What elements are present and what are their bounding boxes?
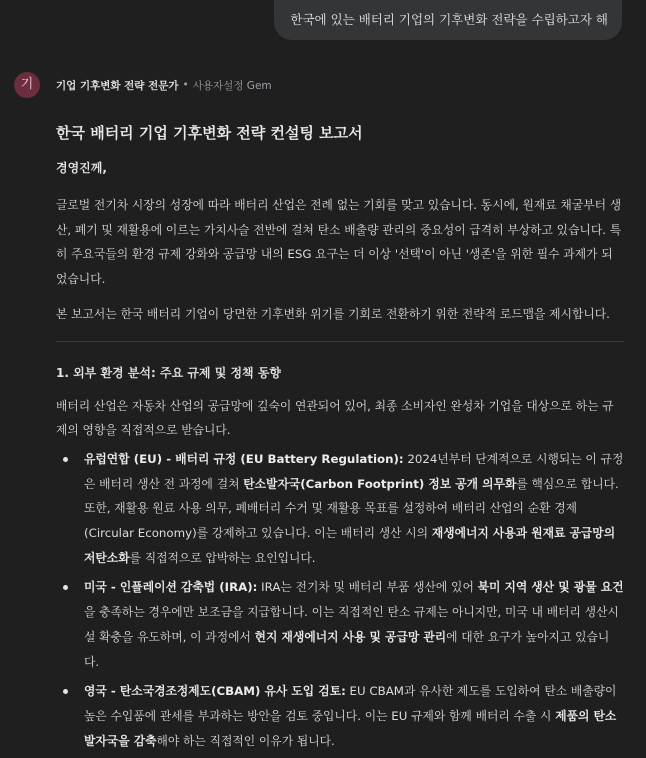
bullet-text: 2024년부터 단계적으로 시행되는 이 규정은 배터리 생산 전 과정에 걸쳐 [84, 451, 624, 491]
bullet-text: 해야 하는 직접적인 이유가 됩니다. [156, 733, 335, 748]
bullet-bold-label: 미국 - 인플레이션 감축법 (IRA): [84, 580, 258, 595]
gem-avatar-letter: 기 [20, 77, 34, 92]
bullet-text: 를 핵심으로 합니다. 또한, 재활용 원료 사용 의무, 폐배터리 수거 및 재활용 목표를 설정하여 배터리 산업의 순환 경제(Circular Economy)를 강제하고 있습니다. 이는 배터리 생산 시의 [84, 476, 619, 541]
bullet-text: IRA는 전기차 및 배터리 부품 생산에 있어 [257, 580, 478, 595]
gem-avatar[interactable] [14, 72, 40, 98]
response-content [56, 118, 624, 758]
bullet-bold-text: 제품의 탄소발자국을 감축 [84, 708, 617, 748]
user-message-text: 한국에 있는 배터리 기업의 기후변화 전략을 수립하고자 해 [290, 12, 608, 27]
list-item-us-ira [56, 575, 624, 674]
list-item-eu-battery-regulation [56, 447, 624, 571]
report-salutation: 경영진께, [56, 161, 107, 175]
bullet-text: 를 직접적으로 압박하는 요인입니다. [129, 550, 316, 565]
bullet-bold-text: 현지 재생에너지 사용 및 공급망 관리 [254, 629, 447, 644]
bullet-text: EU CBAM과 유사한 제도를 도입하여 탄소 배출량이 높은 수입품에 관세를 부과하는 방안을 검토 중입니다. 이는 EU 규제와 함께 배터리 수출 시 [84, 684, 617, 723]
section-divider [56, 341, 624, 342]
bullet-bold-label: 유럽연합 (EU) - 배터리 규정 (EU Battery Regulation): [84, 451, 404, 466]
bullet-text: 을 충족하는 경우에만 보조금을 지급합니다. 이는 직접적인 탄소 규제는 아니지만, 미국 내 배터리 생산시설 확충을 유도하며, 이 과정에서 [84, 605, 619, 644]
section-1-heading: 1. 외부 환경 분석: 주요 규제 및 정책 동향 [56, 365, 282, 380]
gem-name: 기업 기후변화 전략 전문가 [56, 79, 179, 92]
gem-separator: • [182, 79, 189, 91]
bullet-bold-text: 탄소발자국(Carbon Footprint) 정보 공개 의무화 [243, 476, 517, 491]
gem-type-label: 사용자설정 Gem [192, 79, 272, 92]
intro-paragraph: 글로벌 전기차 시장의 성장에 따라 배터리 산업은 전례 없는 기회를 맞고 있습니다. 동시에, 원재료 채굴부터 생산, 폐기 및 재활용에 이르는 가치사슬 전반에 걸쳐 탄소 배출량 관리의 중요성이 급격히 부상하고 있습니다. 특히 주요국들의 환경 규제 강화와 공급망 내의 ESG 요구는 더 이상 '선택'이 아닌 '생존'을 위한 필수 과제가 되었습니다. [56, 198, 622, 287]
bullet-bold-text: 재생에너지 사용과 원재료 공급망의 저탄소화 [84, 526, 616, 565]
gem-header [14, 72, 272, 98]
bullet-bold-label: 영국 - 탄소국경조정제도(CBAM) 유사 도입 검토: [84, 684, 346, 699]
list-item-uk-cbam [56, 679, 624, 753]
purpose-paragraph: 본 보고서는 한국 배터리 기업이 당면한 기후변화 위기를 기회로 전환하기 위한 전략적 로드맵을 제시합니다. [56, 306, 610, 321]
bullet-bold-text: 북미 지역 생산 및 광물 요건 [477, 580, 624, 595]
user-message-bubble [274, 0, 622, 40]
bullet-text: 에 대한 요구가 높아지고 있습니다. [84, 629, 610, 669]
section-1-lead: 배터리 산업은 자동차 산업의 공급망에 깊숙이 연관되어 있어, 최종 소비자인 완성차 기업을 대상으로 하는 규제의 영향을 직접적으로 받습니다. [56, 398, 614, 438]
regulation-list [56, 447, 624, 753]
report-title: 한국 배터리 기업 기후변화 전략 컨설팅 보고서 [56, 124, 363, 142]
